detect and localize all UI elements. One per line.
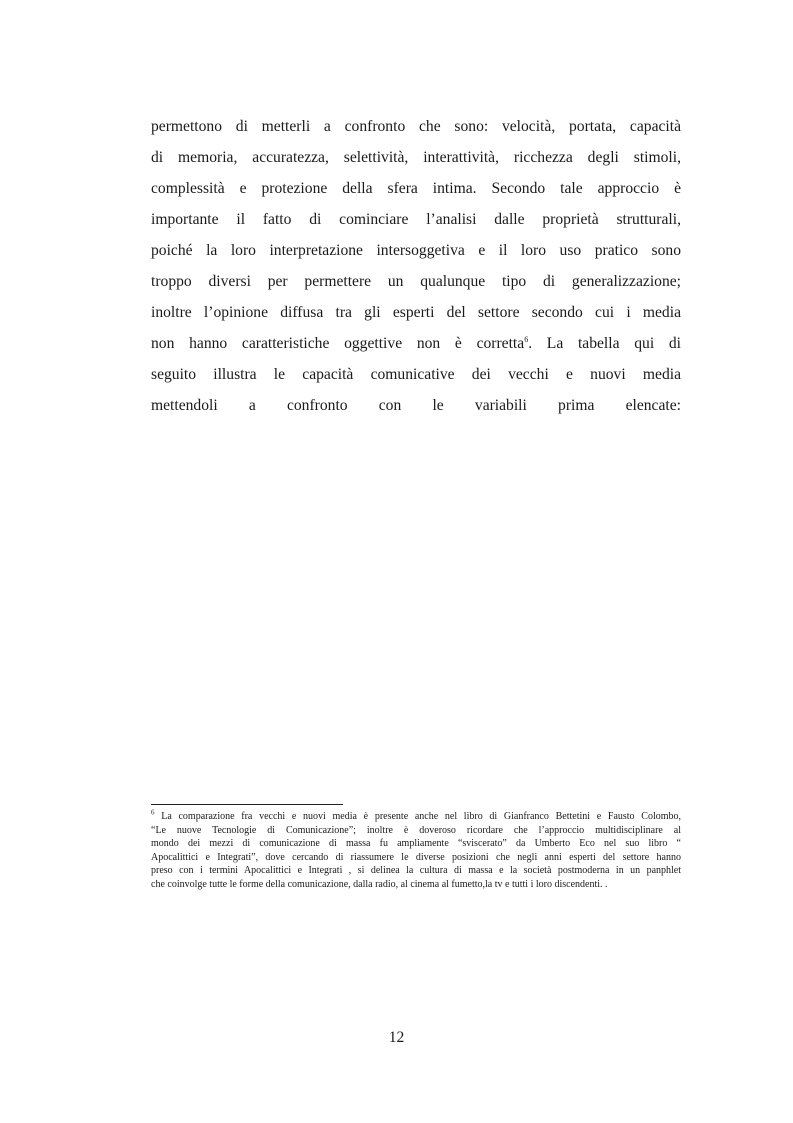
body-line-7: inoltre l’opinione diffusa tra gli esperti del settore secondo cui i media bbox=[151, 304, 681, 321]
footnote-line-4: Apocalittici e Integrati”, dove cercando di riassumere le diverse posizioni che negli anni esperti del settore hanno bbox=[151, 851, 681, 863]
footnote-line-3: mondo dei mezzi di comunicazione di massa fu ampliamente “sviscerato” da Umberto Eco nel suo libro “ bbox=[151, 838, 681, 849]
footnote-line-2: “Le nuove Tecnologie di Comunicazione”; inoltre è doveroso ricordare che l’approccio multidisciplinare al bbox=[151, 824, 681, 836]
word: variabili bbox=[474, 397, 527, 414]
body-line-1: permettono di metterli a confronto che sono: velocità, portata, capacità bbox=[151, 118, 681, 135]
word: mettendoli bbox=[151, 397, 218, 414]
body-line-6: troppo diversi per permettere un qualunque tipo di generalizzazione; bbox=[151, 273, 681, 290]
footnote-number: 6 bbox=[151, 808, 155, 817]
footnote-line-1-text: La comparazione fra vecchi e nuovi media è presente anche nel libro di Gianfranco Bettetini e Fausto Colombo, bbox=[154, 811, 681, 822]
body-line-10-words bbox=[151, 390, 681, 421]
word: confronto bbox=[286, 397, 348, 414]
word: le bbox=[432, 397, 444, 414]
body-line-5: poiché la loro interpretazione intersoggetiva e il loro uso pratico sono bbox=[151, 242, 681, 259]
page-number: 12 bbox=[388, 1029, 405, 1046]
word: elencate: bbox=[625, 397, 681, 414]
footnote-line-1 bbox=[151, 810, 681, 824]
word: con bbox=[378, 397, 402, 414]
word: prima bbox=[558, 397, 595, 414]
body-line-2: di memoria, accuratezza, selettività, interattività, ricchezza degli stimoli, bbox=[151, 149, 681, 166]
footnote-line-5: preso con i termini Apocalittici e Integrati , si delinea la cultura di massa e la società postmoderna in un panphlet bbox=[151, 865, 681, 876]
body-paragraph bbox=[151, 111, 681, 421]
footnote-reference[interactable]: 6 bbox=[524, 334, 529, 344]
body-line-10 bbox=[151, 390, 681, 421]
body-line-8 bbox=[151, 328, 681, 359]
footnote bbox=[151, 810, 681, 891]
body-line-4: importante il fatto di cominciare l’analisi dalle proprietà strutturali, bbox=[151, 211, 681, 228]
footnote-line-6: che coinvolge tutte le forme della comunicazione, dalla radio, al cinema al fumetto,la tv e tutti i loro discendenti. . bbox=[151, 878, 608, 890]
body-line-8-text: non hanno caratteristiche oggettive non è corretta bbox=[151, 335, 525, 352]
word: a bbox=[248, 397, 256, 414]
body-line-8-tail: . La tabella qui di bbox=[528, 335, 682, 352]
body-line-3: complessità e protezione della sfera intima. Secondo tale approccio è bbox=[151, 180, 681, 197]
body-line-9: seguito illustra le capacità comunicative dei vecchi e nuovi media bbox=[151, 366, 681, 383]
footnote-separator bbox=[151, 804, 343, 805]
